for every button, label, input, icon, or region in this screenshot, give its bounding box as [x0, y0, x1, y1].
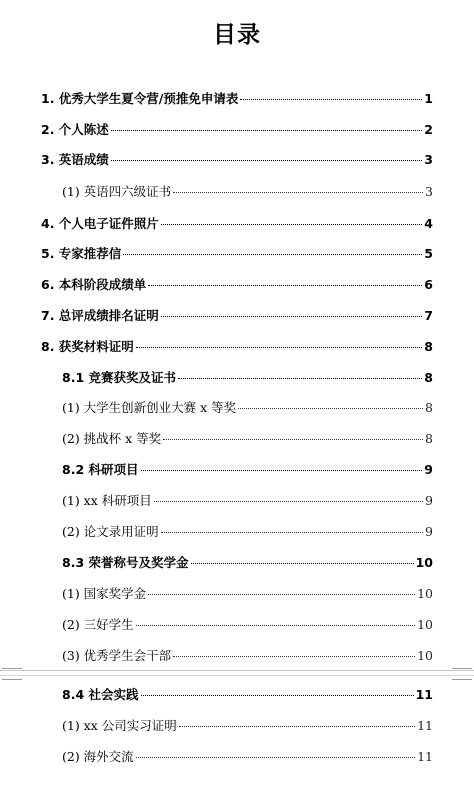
toc-leader: [161, 316, 422, 317]
toc-page-number: 10: [417, 648, 433, 663]
toc-entry[interactable]: [41, 275, 433, 293]
toc-entry[interactable]: [41, 120, 433, 138]
toc-page-number: 8: [424, 370, 433, 385]
toc-entry-label: 1. 优秀大学生夏令营/预推免申请表: [41, 91, 239, 106]
toc-leader: [141, 470, 423, 471]
toc-entry[interactable]: [62, 522, 433, 540]
toc-page-number: 10: [417, 586, 433, 601]
toc-leader: [154, 501, 423, 502]
toc-entry-label: (2) 三好学生: [62, 617, 134, 632]
toc-leader: [136, 347, 422, 348]
toc-leader: [161, 532, 423, 533]
toc-entry-label: (1) 国家奖学金: [62, 586, 147, 601]
toc-leader: [141, 695, 414, 696]
toc-page-number: 9: [425, 524, 433, 539]
toc-page-number: 3: [424, 152, 433, 167]
toc-page-number: 7: [424, 308, 433, 323]
toc-entry-label: (2) 论文录用证明: [62, 524, 159, 539]
toc-page-number: 8: [424, 339, 433, 354]
toc-entry-label: 8.3 荣誉称号及奖学金: [62, 555, 189, 570]
toc-entry[interactable]: [41, 244, 433, 262]
toc-entry[interactable]: [62, 398, 433, 416]
page-break-marker-icon: [2, 668, 22, 680]
toc-page-number: 3: [425, 184, 433, 199]
toc-page-number: 10: [417, 617, 433, 632]
toc-leader: [173, 192, 423, 193]
toc-page-number: 6: [424, 277, 433, 292]
toc-leader: [238, 408, 423, 409]
toc-entry[interactable]: [62, 685, 433, 703]
toc-entry-label: 2. 个人陈述: [41, 122, 109, 137]
toc-entry-label: 7. 总评成绩排名证明: [41, 308, 159, 323]
toc-entry[interactable]: [62, 182, 433, 200]
toc-leader: [111, 160, 422, 161]
page-edge-line: [0, 675, 474, 676]
toc-leader: [161, 224, 422, 225]
toc-leader: [178, 378, 422, 379]
toc-entry[interactable]: [62, 460, 433, 478]
toc-entry[interactable]: [62, 368, 433, 386]
toc-leader: [136, 757, 415, 758]
toc-entry-label: (3) 优秀学生会干部: [62, 648, 172, 663]
toc-entry-label: (1) xx 公司实习证明: [62, 718, 177, 733]
toc-entry-label: (1) xx 科研项目: [62, 493, 152, 508]
toc-leader: [148, 594, 415, 595]
toc-entry-label: 3. 英语成绩: [41, 152, 109, 167]
toc-entry-label: 6. 本科阶段成绩单: [41, 277, 147, 292]
toc-leader: [111, 130, 422, 131]
page-edge-line: [0, 670, 474, 671]
document-title: 目录: [213, 22, 261, 48]
toc-entry[interactable]: [62, 646, 433, 664]
page-break-divider: [0, 666, 474, 684]
toc-leader: [148, 285, 422, 286]
page-break-marker-icon: [452, 668, 472, 680]
toc-entry[interactable]: [41, 150, 433, 168]
toc-entry-label: 8. 获奖材料证明: [41, 339, 134, 354]
toc-entry[interactable]: [62, 553, 433, 571]
toc-entry-label: 8.2 科研项目: [62, 462, 139, 477]
toc-entry[interactable]: [41, 214, 433, 232]
toc-entry[interactable]: [41, 306, 433, 324]
toc-page-number: 8: [425, 400, 433, 415]
toc-page-number: 1: [424, 91, 433, 106]
toc-page-number: 9: [425, 493, 433, 508]
toc-leader: [173, 656, 415, 657]
toc-entry-label: 8.1 竞赛获奖及证书: [62, 370, 176, 385]
toc-page-number: 11: [417, 749, 433, 764]
toc-entry-label: 5. 专家推荐信: [41, 246, 122, 261]
toc-page-number: 4: [424, 216, 433, 231]
toc-leader: [179, 726, 415, 727]
toc-page-number: 10: [415, 555, 433, 570]
toc-page-number: 2: [424, 122, 433, 137]
toc-leader: [240, 99, 422, 100]
toc-page-number: 11: [417, 718, 433, 733]
toc-entry-label: 4. 个人电子证件照片: [41, 216, 159, 231]
toc-page-number: 9: [424, 462, 433, 477]
toc-entry-label: (1) 大学生创新创业大赛 x 等奖: [62, 400, 237, 415]
toc-entry-label: 8.4 社会实践: [62, 687, 139, 702]
toc-page-number: 8: [425, 431, 433, 446]
toc-leader: [136, 625, 415, 626]
toc-entry-label: (1) 英语四六级证书: [62, 184, 172, 199]
toc-leader: [191, 563, 414, 564]
toc-page-number: 5: [424, 246, 433, 261]
toc-entry[interactable]: [62, 491, 433, 509]
toc-entry[interactable]: [62, 615, 433, 633]
toc-entry[interactable]: [62, 716, 433, 734]
toc-entry-label: (2) 海外交流: [62, 749, 134, 764]
toc-leader: [163, 439, 423, 440]
toc-entry[interactable]: [41, 337, 433, 355]
toc-page-number: 11: [415, 687, 433, 702]
toc-entry[interactable]: [62, 584, 433, 602]
toc-leader: [123, 254, 422, 255]
toc-entry[interactable]: [62, 747, 433, 765]
toc-entry[interactable]: [62, 429, 433, 447]
toc-entry-label: (2) 挑战杯 x 等奖: [62, 431, 162, 446]
toc-entry[interactable]: [41, 89, 433, 107]
